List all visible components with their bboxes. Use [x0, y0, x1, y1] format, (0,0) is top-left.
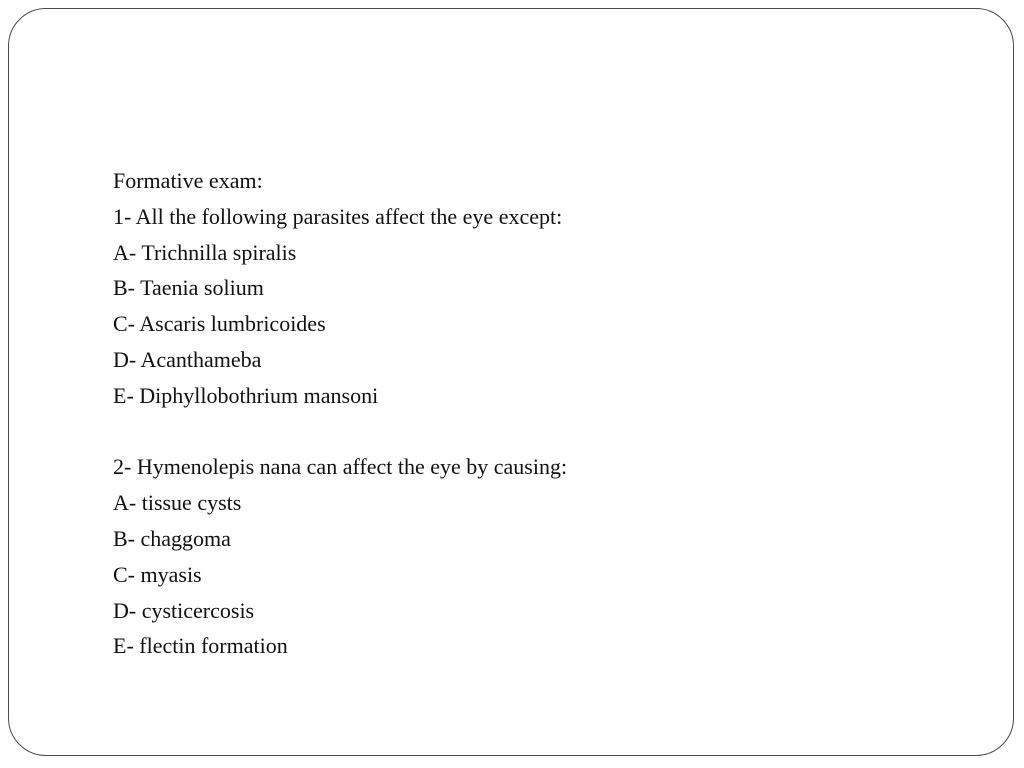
question-2-option-e: E- flectin formation: [113, 633, 288, 659]
question-1-option-b: B- Taenia solium: [113, 275, 264, 301]
question-1-option-c: C- Ascaris lumbricoides: [113, 311, 326, 337]
question-2-option-c: C- myasis: [113, 561, 202, 587]
question-spacer: [113, 414, 913, 450]
question-2-prompt: 2- Hymenolepis nana can affect the eye by causing:: [113, 454, 568, 480]
question-1-option-d: D- Acanthameba: [113, 346, 262, 372]
question-2-option-b: B- chaggoma: [113, 525, 231, 551]
question-2-option-a: A- tissue cysts: [113, 490, 242, 516]
exam-heading: Formative exam:: [113, 168, 263, 193]
question-2-option-d: D- cysticercosis: [113, 597, 255, 623]
question-1-option-a: A- Trichnilla spiralis: [113, 239, 297, 265]
slide-content: [113, 163, 913, 664]
question-1-prompt: 1- All the following parasites affect the eye except:: [113, 203, 563, 229]
question-1-option-e: E- Diphyllobothrium mansoni: [113, 382, 379, 408]
